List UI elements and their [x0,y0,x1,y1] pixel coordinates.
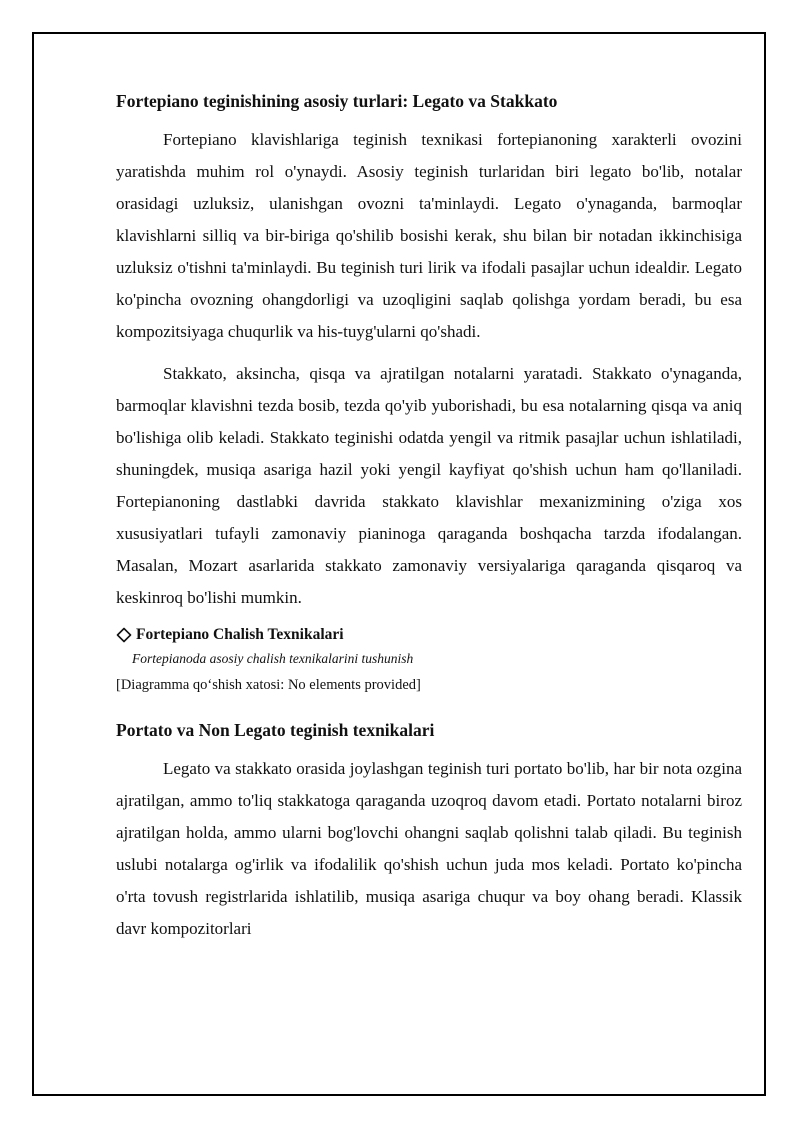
diamond-icon [116,627,132,643]
section-heading-portato: Portato va Non Legato teginish texnikalari [116,720,435,740]
paragraph-legato: Fortepiano klavishlariga teginish texnikasi fortepianoning xarakterli ovozini yaratishda muhim rol o'ynaydi. Asosiy teginish turlaridan biri legato bo'lib, notalar orasidagi uzluksiz, ulanishgan ovozni ta'minlaydi. Legato o'ynaganda, barmoqlar klavishlarni silliq va bir-biriga qo'shilib bosishi kerak, shu bilan bir notadan ikkinchisiga uzluksiz o'tishni ta'minlaydi. Bu teginish turi lirik va ifodali pasajlar uchun idealdir. Legato ko'pincha ovozning ohangdorligi va uzoqligini saqlab qolishga yordam beradi, bu esa kompozitsiyaga chuqurlik va his-tuyg'ularni qo'shadi. [116,130,742,341]
diagram-placeholder [116,624,742,695]
paragraph-portato: Legato va stakkato orasida joylashgan teginish turi portato bo'lib, har bir nota ozgina ajratilgan, ammo to'liq stakkatoga qaraganda uzoqroq davom etadi. Portato notalarni biroz ajratilgan holda, ammo ularni bog'lovchi ohangni saqlab qolishni talab qiladi. Bu teginish uslubi notalarga og'irlik va ifodalilik qo'shish uchun juda mos keladi. Portato ko'pincha o'rta tovush registrlarida ishlatilib, musiqa asariga chuqur va boy ohang beradi. Klassik davr kompozitorlari [116,759,742,938]
section-heading-legato-staccato: Fortepiano teginishining asosiy turlari: Legato va Stakkato [116,91,558,111]
diagram-title-row [116,624,742,646]
diagram-title: Fortepiano Chalish Texnikalari [136,626,344,643]
diagram-error-message: [Diagramma qo‘shish xatosi: No elements provided] [116,677,421,693]
paragraph-staccato: Stakkato, aksincha, qisqa va ajratilgan notalarni yaratadi. Stakkato o'ynaganda, barmoqlar klavishni tezda bosib, tezda qo'yib yuborishadi, bu esa notalarning qisqa va aniq bo'lishiga olib keladi. Stakkato teginishi odatda yengil va ritmik pasajlar uchun ishlatiladi, shuningdek, musiqa asariga hazil yoki yengil kayfiyat qo'shish uchun ham qo'llaniladi. Fortepianoning dastlabki davrida stakkato klavishlar mexanizmining o'ziga xos xususiyatlari tufayli zamonaviy pianinoga qaraganda boshqacha tarzda ifodalangan. Masalan, Mozart asarlarida stakkato zamonaviy versiyalariga qaraganda qisqaroq va keskinroq bo'lishi mumkin. [116,364,742,607]
document-content [116,90,742,955]
diagram-subtitle: Fortepianoda asosiy chalish texnikalarini tushunish [132,651,414,666]
page-frame [32,32,766,1096]
